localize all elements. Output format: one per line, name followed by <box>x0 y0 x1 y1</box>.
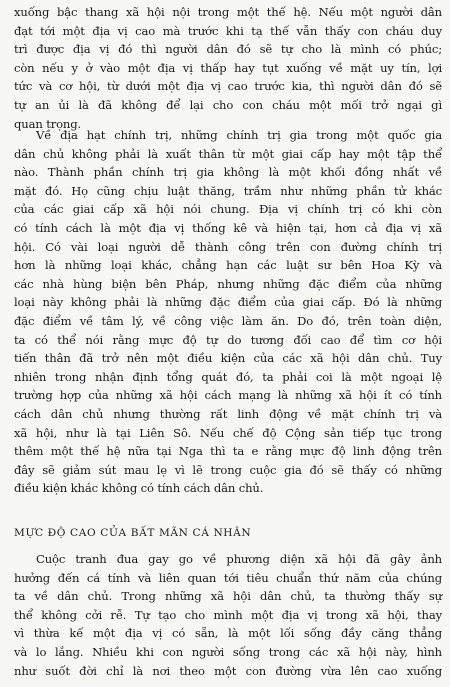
text-line: hưởng đến cá tính và liên quan tới tiêu chuẩn thứ năm của chúng <box>14 570 442 585</box>
text-line: quan trọng. <box>14 116 82 131</box>
text-line: Cuộc tranh đua gay go về phương diện xã hội đã gây ảnh <box>36 552 442 566</box>
text-line: tức và cơ hội, từ dưới một địa vị cao trước kia, thì người dân đó sẽ <box>14 79 442 94</box>
section-heading: MỰC ĐỘ CAO CỦA BẤT MÃN CÁ NHÂN <box>14 527 252 539</box>
text-line: hơn là những loại khác, chẳng hạn các luật sư bên Hoa Kỳ và <box>14 258 442 273</box>
text-line: và lo lắng. Nhiều khi con người sống trong các xã hội này, hình <box>14 644 442 659</box>
text-line: tiến thân đã trở nên một điều kiện của các xã hội dân chủ. Tuy <box>14 351 442 366</box>
paragraph-3 <box>14 550 442 680</box>
text-line: mặt đó. Họ cũng chịu luật thăng, trầm như những phần tử khác <box>14 183 442 198</box>
text-line: ta về dân chủ. Trong những xã hội dân chủ, ta thường thấy sự <box>14 589 442 604</box>
text-line: thêm một thế hệ nữa tại Nga thì ta e rằng mực độ linh động trên <box>14 444 442 459</box>
text-line: trường hợp của những xã hội cách mạng là những xã hội ít có tính <box>14 388 442 403</box>
text-line: loại này không phải là những đặc điểm của giai cấp. Đó là những <box>14 295 442 310</box>
paragraph-2 <box>14 126 442 498</box>
text-line: như suốt đời chỉ là nơi theo một con đường vừa lên cao xuống <box>14 663 442 678</box>
text-line: các nhà hùng biện bên Pháp, nhưng những đặc điểm của những <box>14 276 442 291</box>
text-line: xuống bậc thang xã hội nội trong một thế hệ. Nếu một người dân <box>14 5 442 19</box>
text-line: tự an ủi là đã không để lại cho con cháu một mối trở ngại gì <box>14 97 442 112</box>
text-line: hội. Có vài loại người dễ thành công trên con đường chính trị <box>14 239 442 254</box>
text-line: dân chủ không phải là xuất thân từ một giai cấp hay một tập thể <box>14 146 442 161</box>
text-line: xã hội, như là tại Liên Sô. Nếu chế độ Cộng sản tiếp tục trong <box>14 425 442 440</box>
text-line: điều kiện khác không có tính cách dân chủ. <box>14 481 264 496</box>
text-line: đặc điểm về tâm lý, về công việc làm ăn. Do đó, trên toàn diện, <box>14 313 442 328</box>
text-line: nào. Thành phần chính trị gia không là một khối đồng nhất về <box>14 165 442 180</box>
text-line: có tính cách là một địa vị thống kê và hiện tại, hơn cả địa vị xã <box>14 220 442 235</box>
text-line: đạt tới một địa vị cao mà trước khi tạ thế vẫn thấy con cháu duy <box>14 23 442 38</box>
text-line: đây sẽ giảm sút mau lẹ vì lẽ trong cuộc gia đó sẽ thấy có những <box>14 462 442 477</box>
text-line: còn nếu y ở vào một địa vị thấp hay tụt xuống về mặt uy tín, lợi <box>14 60 442 75</box>
text-line: ta có thể nói rằng mực độ tự do tương đối cao để tìm cơ hội <box>14 332 442 347</box>
text-line: trì được địa vị đó thì người dân đó sẽ tự cho là mình có phúc; <box>14 42 442 57</box>
text-line: vì thừa kế một địa vị có sẵn, là một lối sống đầy căng thẳng <box>14 626 442 641</box>
text-line: thể không cởi rễ. Tự tạo cho mình một địa vị trong xã hội, thay <box>14 607 442 622</box>
text-line: Về địa hạt chính trị, những chính trị gia trong một quốc gia <box>36 128 442 142</box>
text-line: của các giai cấp xã hội nói chung. Địa vị chính trị có khi còn <box>14 202 442 217</box>
text-line: cách dân chủ nhưng thường rất linh động về mặt chính trị và <box>14 406 442 421</box>
text-line: nhiên trong nhận định tổng quát đó, ta phải coi là một ngoại lệ <box>14 369 442 384</box>
paragraph-1 <box>14 3 442 133</box>
